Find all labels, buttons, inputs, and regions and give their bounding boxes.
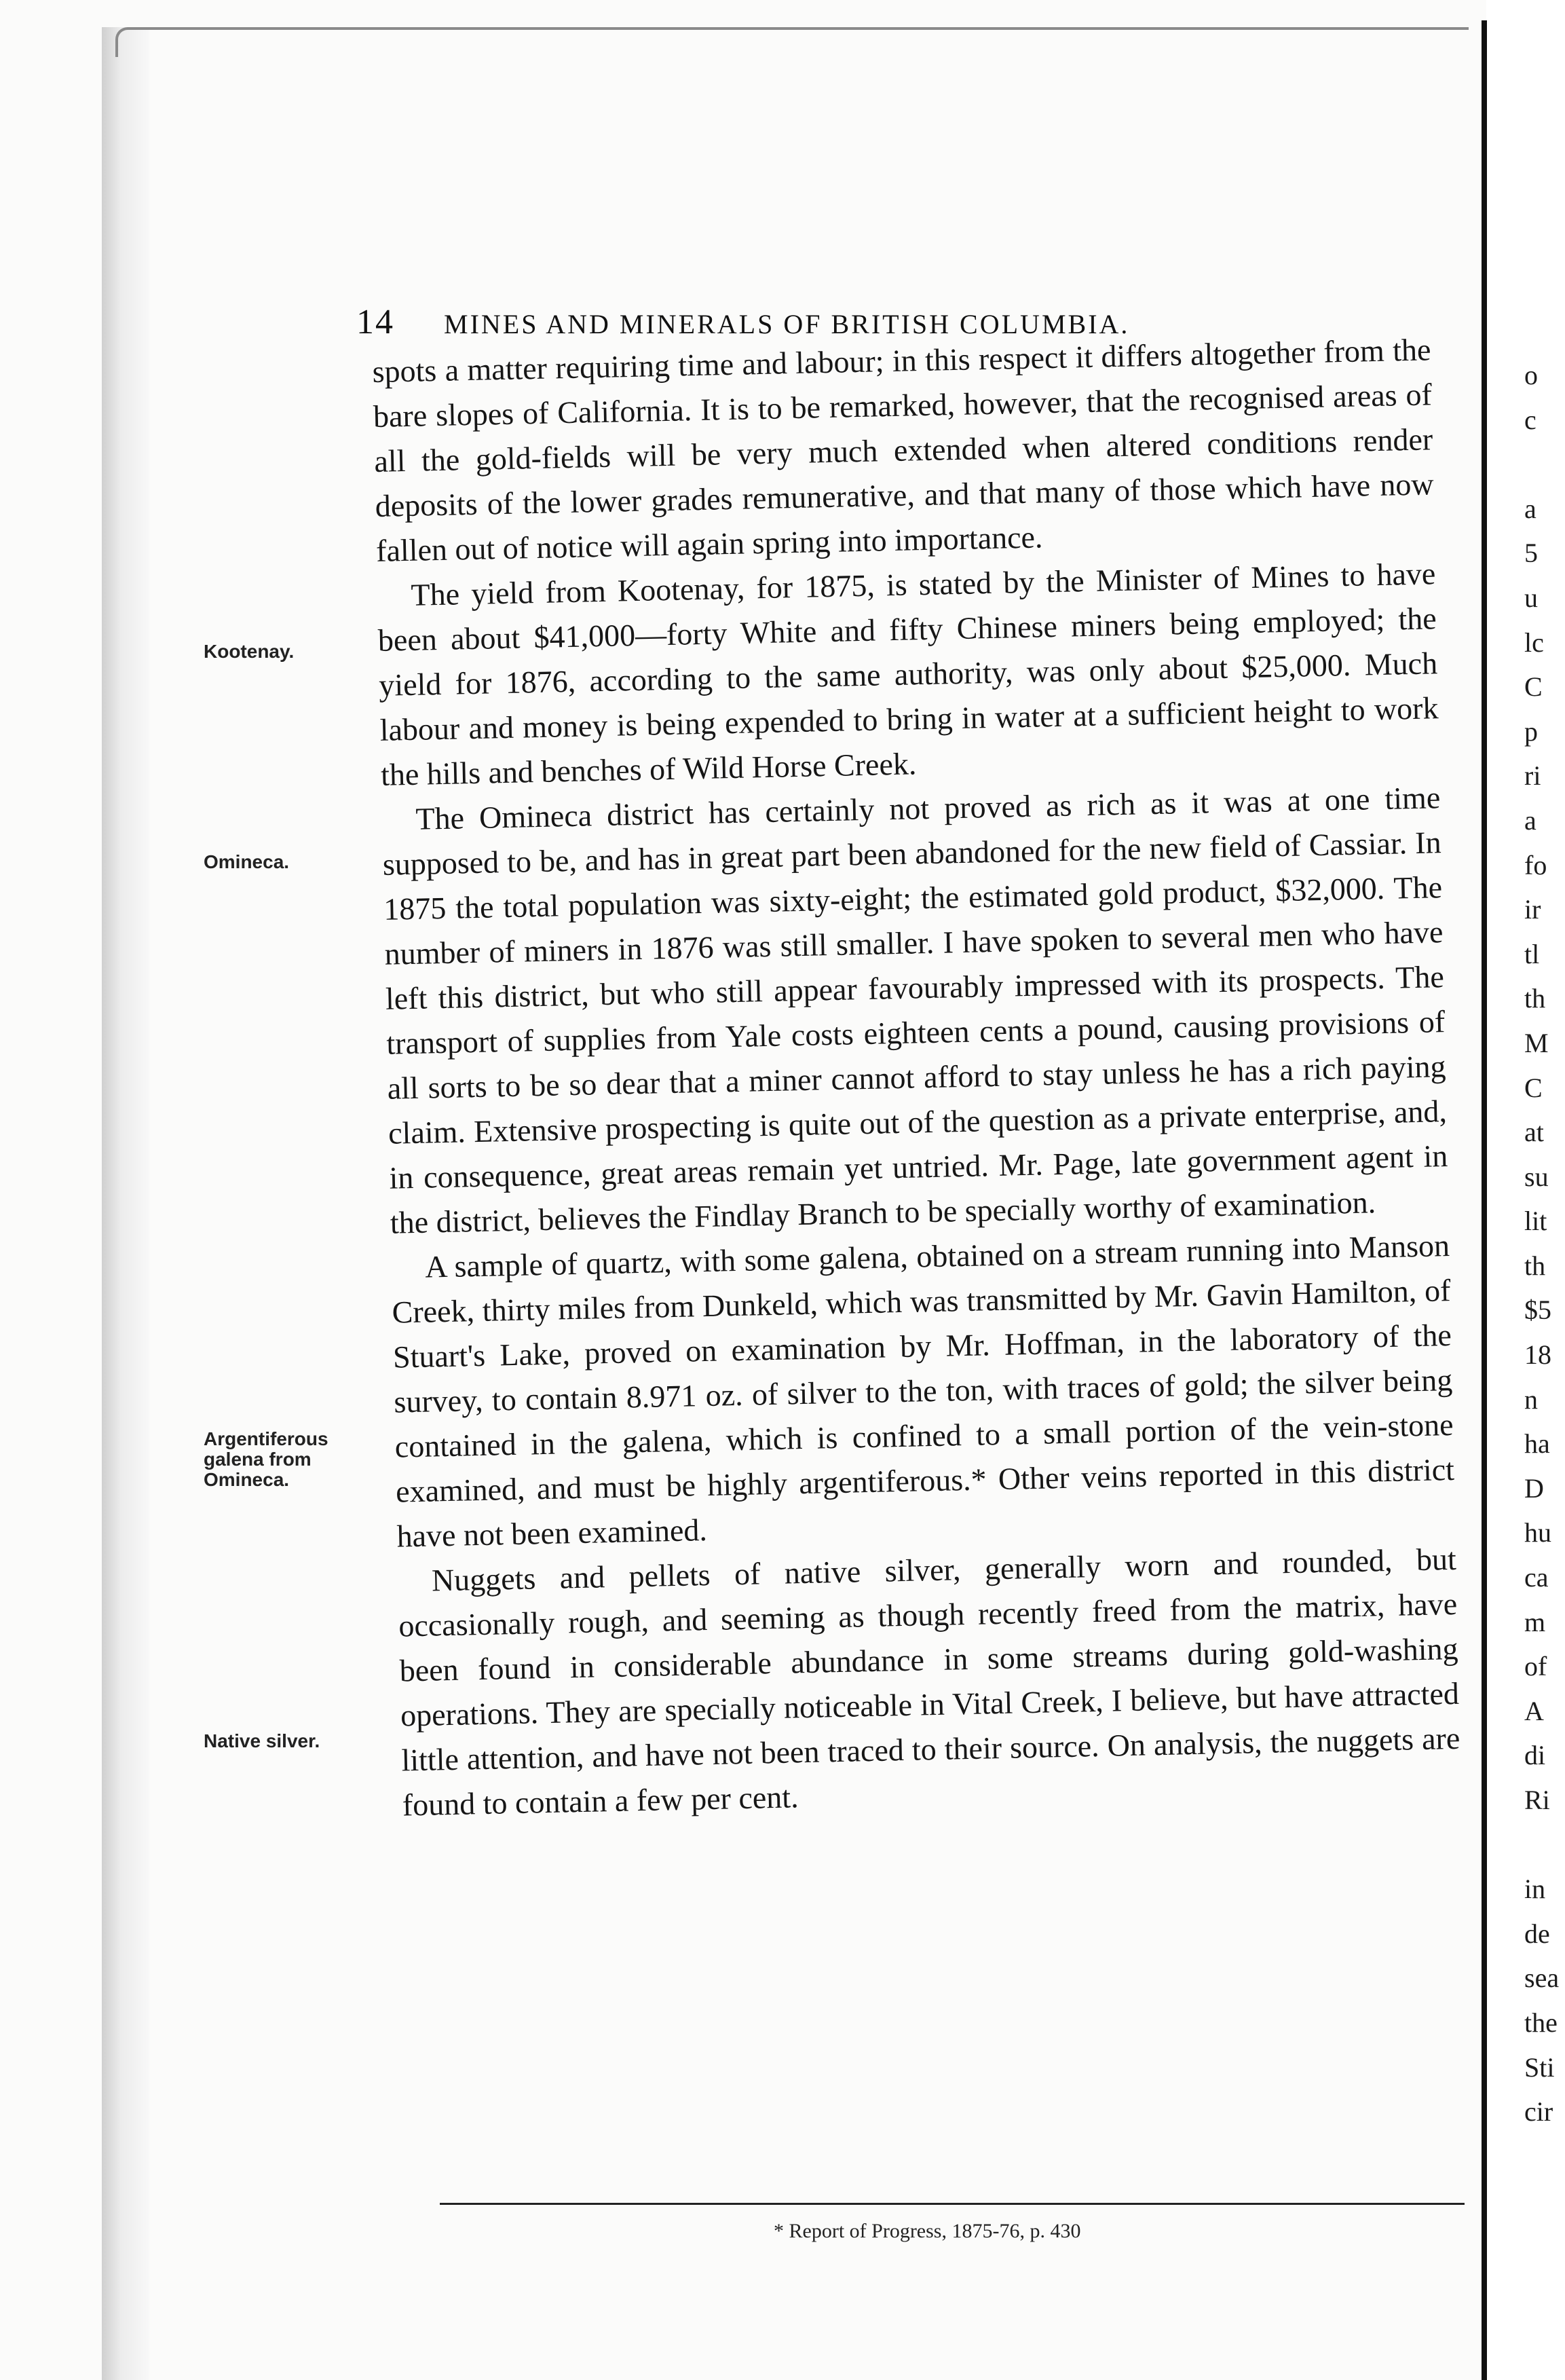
paragraph: The Omineca district has certainly not proved as rich as it was at one time supposed to be, and has in great part been abandoned for the new field of Cassiar. In 1875 the total population was sixty-eight; the estimated gold product, $32,000. The number of miners in 1876 was still smaller. I have spoken to several men who have left this district, but who still appear favourably impressed with its prospects. The transport of supplies from Yale costs eighteen cents a pound, causing provisions of all sorts to be so dear that a miner cannot afford to stay unless he has a rich paying claim. Extensive prospecting is quite out of the question as a private enterprise, and, in consequence, great areas remain yet untried. Mr. Page, late government agent in the district, believes the Findlay Branch to be specially worthy of examination.: [382, 780, 1448, 1240]
paragraph: spots a matter requiring time and labour; in this respect it differs altogether from the bare slopes of California. It is to be remarked, however, that the recognised areas of all the gold-fields will be very much extended when altered conditions render deposits of the lower grades remunerative, and that many of those which have now fallen out of notice will again spring into importance.: [372, 332, 1435, 568]
facing-page-fragment: m: [1524, 1606, 1546, 1637]
facing-page-fragment: hu: [1524, 1517, 1551, 1548]
margin-note-native-silver: Native silver.: [204, 1730, 320, 1751]
facing-page-fragment: p: [1524, 715, 1538, 747]
facing-page-fragment: th: [1524, 1250, 1546, 1281]
facing-page-fragment: 18: [1524, 1339, 1551, 1371]
margin-note-kootenay: Kootenay.: [204, 641, 295, 662]
paragraph: The yield from Kootenay, for 1875, is stated by the Minister of Mines to have been about $41,000—forty White and fifty Chinese miners being employed; the yield for 1876, according to the same authority, was only about $25,000. Much labour and money is being expended to bring in water at a sufficient height to work the hills and benches of Wild Horse Creek.: [377, 556, 1439, 792]
facing-page-fragment: the: [1524, 2007, 1558, 2038]
facing-page-fragment: in: [1524, 1874, 1546, 1905]
facing-page-fragment: a: [1524, 493, 1536, 524]
footnote-rule: [440, 2203, 1465, 2205]
facing-page-fragment: cir: [1524, 2096, 1553, 2127]
facing-page-fragment: di: [1524, 1740, 1546, 1771]
facing-page-fragment: [1524, 442, 1565, 487]
page-gutter-divider: [1482, 20, 1487, 2380]
facing-page-fragment: c: [1524, 404, 1536, 435]
facing-page-fragment: sea: [1524, 1963, 1560, 1994]
facing-page-fragment: u: [1524, 582, 1538, 613]
facing-page-fragment: M: [1524, 1027, 1549, 1058]
facing-page-fragment: a: [1524, 804, 1536, 836]
facing-page-fragment: lc: [1524, 627, 1544, 658]
facing-page-fragment: tl: [1524, 938, 1540, 969]
facing-page-fragment: ir: [1524, 894, 1541, 925]
facing-page-fragment: of: [1524, 1651, 1547, 1682]
facing-page-text-fragments: [1524, 353, 1565, 2134]
facing-page-fragment: D: [1524, 1472, 1544, 1504]
facing-page-fragment: C: [1524, 671, 1543, 703]
facing-page-fragment: o: [1524, 360, 1538, 390]
facing-page-fragment: lit: [1524, 1206, 1547, 1237]
paragraph: A sample of quartz, with some galena, obtained on a stream running into Manson Creek, thirty miles from Dunkeld, which was transmitted by Mr. Gavin Hamilton, of Stuart's Lake, proved on examination by Mr. Hoffman, in the laboratory of the survey, to contain 8.971 oz. of silver to the ton, with traces of gold; the silver being contained in the galena, which is confined to a small portion of the vein-stone examined, and must be highly argentiferous.* Other veins reported in this district have not been examined.: [392, 1228, 1455, 1554]
facing-page-fragment: Ri: [1524, 1785, 1550, 1815]
facing-page-fragment: de: [1524, 1918, 1550, 1949]
facing-page-fragment: Sti: [1524, 2051, 1555, 2083]
page-top-edge: [115, 27, 1469, 57]
margin-note-omineca: Omineca.: [204, 851, 290, 872]
facing-page-fragment: A: [1524, 1695, 1544, 1726]
body-text: [372, 327, 1461, 1827]
facing-page-fragment: fo: [1524, 849, 1547, 880]
facing-page-fragment: ha: [1524, 1428, 1550, 1459]
facing-page-fragment: su: [1524, 1161, 1549, 1192]
facing-page-fragment: th: [1524, 983, 1546, 1014]
facing-page-fragment: C: [1524, 1072, 1543, 1103]
page-number: 14: [356, 303, 394, 341]
facing-page-fragment: ca: [1524, 1562, 1549, 1593]
facing-page-fragment: 5: [1524, 538, 1538, 569]
facing-page-fragment: [1524, 1823, 1565, 1867]
margin-note-argentiferous: Argentiferous galena from Omineca.: [204, 1428, 328, 1490]
facing-page-fragment: n: [1524, 1383, 1538, 1415]
facing-page-fragment: ri: [1524, 760, 1541, 792]
footnote: * Report of Progress, 1875-76, p. 430: [774, 2220, 1081, 2242]
page-binding-shadow: [102, 27, 149, 2380]
running-title: MINES AND MINERALS OF BRITISH COLUMBIA.: [444, 309, 1130, 339]
facing-page-fragment: $5: [1524, 1295, 1551, 1326]
facing-page-fragment: at: [1524, 1117, 1544, 1148]
paragraph: Nuggets and pellets of native silver, generally worn and rounded, but occasionally rough, and seeming as though recently freed from the matrix, have been found in considerable abundance in some streams during gold-washing operations. They are specially noticeable in Vital Creek, I believe, but have attracted little attention, and have not been traced to their source. On analysis, the nuggets are found to contain a few per cent.: [398, 1541, 1460, 1823]
